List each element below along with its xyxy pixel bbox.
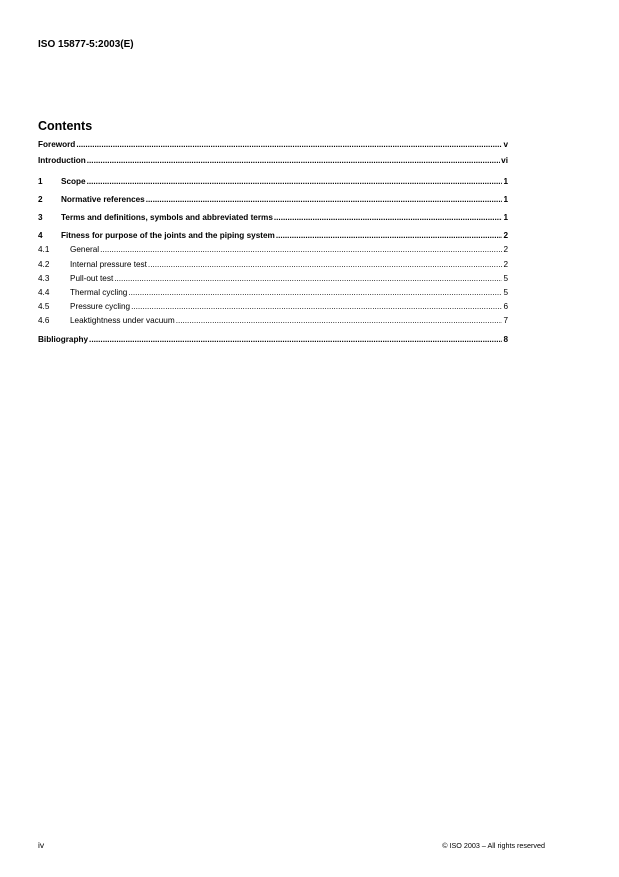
toc-entry-number: 4.5 (38, 302, 50, 311)
toc-leader-dots (114, 273, 502, 284)
toc-entry-number: 4.6 (38, 316, 50, 325)
toc-entry-page: vi (501, 156, 508, 165)
toc-entry-page: 1 (503, 177, 508, 186)
toc-entry-page: v (503, 140, 508, 149)
page-number: iv (38, 840, 45, 850)
toc-leader-dots (87, 176, 503, 187)
toc-leader-dots (146, 194, 503, 205)
toc-entry-title: Pressure cycling (70, 302, 131, 311)
toc-entry-number: 4.3 (38, 274, 50, 283)
toc-entry-title: Leaktightness under vacuum (70, 316, 175, 325)
toc-entry-terms-definitions[interactable] (38, 212, 508, 223)
toc-leader-dots (89, 334, 502, 345)
toc-entry-bibliography[interactable] (38, 334, 508, 345)
toc-entry-thermal-cycling[interactable] (38, 287, 508, 298)
toc-entry-pull-out-test[interactable] (38, 273, 508, 284)
toc-entry-page: 8 (503, 335, 508, 344)
toc-entry-title: Thermal cycling (70, 288, 128, 297)
toc-leader-dots (276, 230, 503, 241)
toc-entry-title: Bibliography (38, 335, 89, 344)
toc-entry-page: 5 (503, 288, 508, 297)
toc-leader-dots (131, 301, 502, 312)
toc-entry-page: 2 (503, 260, 508, 269)
toc-entry-title: Internal pressure test (70, 260, 147, 269)
contents-heading: Contents (38, 119, 93, 133)
toc-leader-dots (128, 287, 502, 298)
toc-entry-number: 4.2 (38, 260, 50, 269)
toc-entry-page: 6 (503, 302, 508, 311)
copyright-notice: © ISO 2003 – All rights reserved (442, 841, 545, 850)
toc-entry-fitness-for-purpose[interactable] (38, 230, 508, 241)
toc-entry-number: 1 (38, 177, 43, 186)
toc-entry-page: 2 (503, 245, 508, 254)
toc-entry-pressure-cycling[interactable] (38, 301, 508, 312)
toc-entry-number: 4.4 (38, 288, 50, 297)
toc-leader-dots (100, 244, 502, 255)
toc-entry-number: 4 (38, 231, 43, 240)
toc-entry-title: Foreword (38, 140, 76, 149)
toc-entry-number: 4.1 (38, 245, 50, 254)
toc-entry-general[interactable] (38, 244, 508, 255)
toc-entry-page: 7 (503, 316, 508, 325)
toc-entry-title: Fitness for purpose of the joints and the piping system (61, 231, 275, 240)
toc-entry-title: Terms and definitions, symbols and abbreviated terms (61, 213, 273, 222)
toc-entry-title: Normative references (61, 195, 145, 204)
toc-entry-leaktightness[interactable] (38, 315, 508, 326)
toc-entry-title: Scope (61, 177, 86, 186)
toc-entry-number: 3 (38, 213, 43, 222)
toc-leader-dots (76, 139, 502, 150)
toc-leader-dots (148, 259, 503, 270)
toc-entry-foreword[interactable] (38, 139, 508, 150)
toc-entry-normative-references[interactable] (38, 194, 508, 205)
toc-entry-title: Pull-out test (70, 274, 114, 283)
document-header: ISO 15877-5:2003(E) (38, 39, 134, 50)
toc-leader-dots (176, 315, 503, 326)
toc-entry-page: 2 (503, 231, 508, 240)
toc-leader-dots (87, 155, 500, 166)
toc-entry-page: 1 (503, 195, 508, 204)
toc-entry-internal-pressure-test[interactable] (38, 259, 508, 270)
toc-entry-page: 5 (503, 274, 508, 283)
toc-entry-introduction[interactable] (38, 155, 508, 166)
toc-entry-scope[interactable] (38, 176, 508, 187)
toc-leader-dots (274, 212, 503, 223)
toc-entry-title: Introduction (38, 156, 86, 165)
toc-entry-number: 2 (38, 195, 43, 204)
toc-entry-title: General (70, 245, 100, 254)
toc-entry-page: 1 (503, 213, 508, 222)
